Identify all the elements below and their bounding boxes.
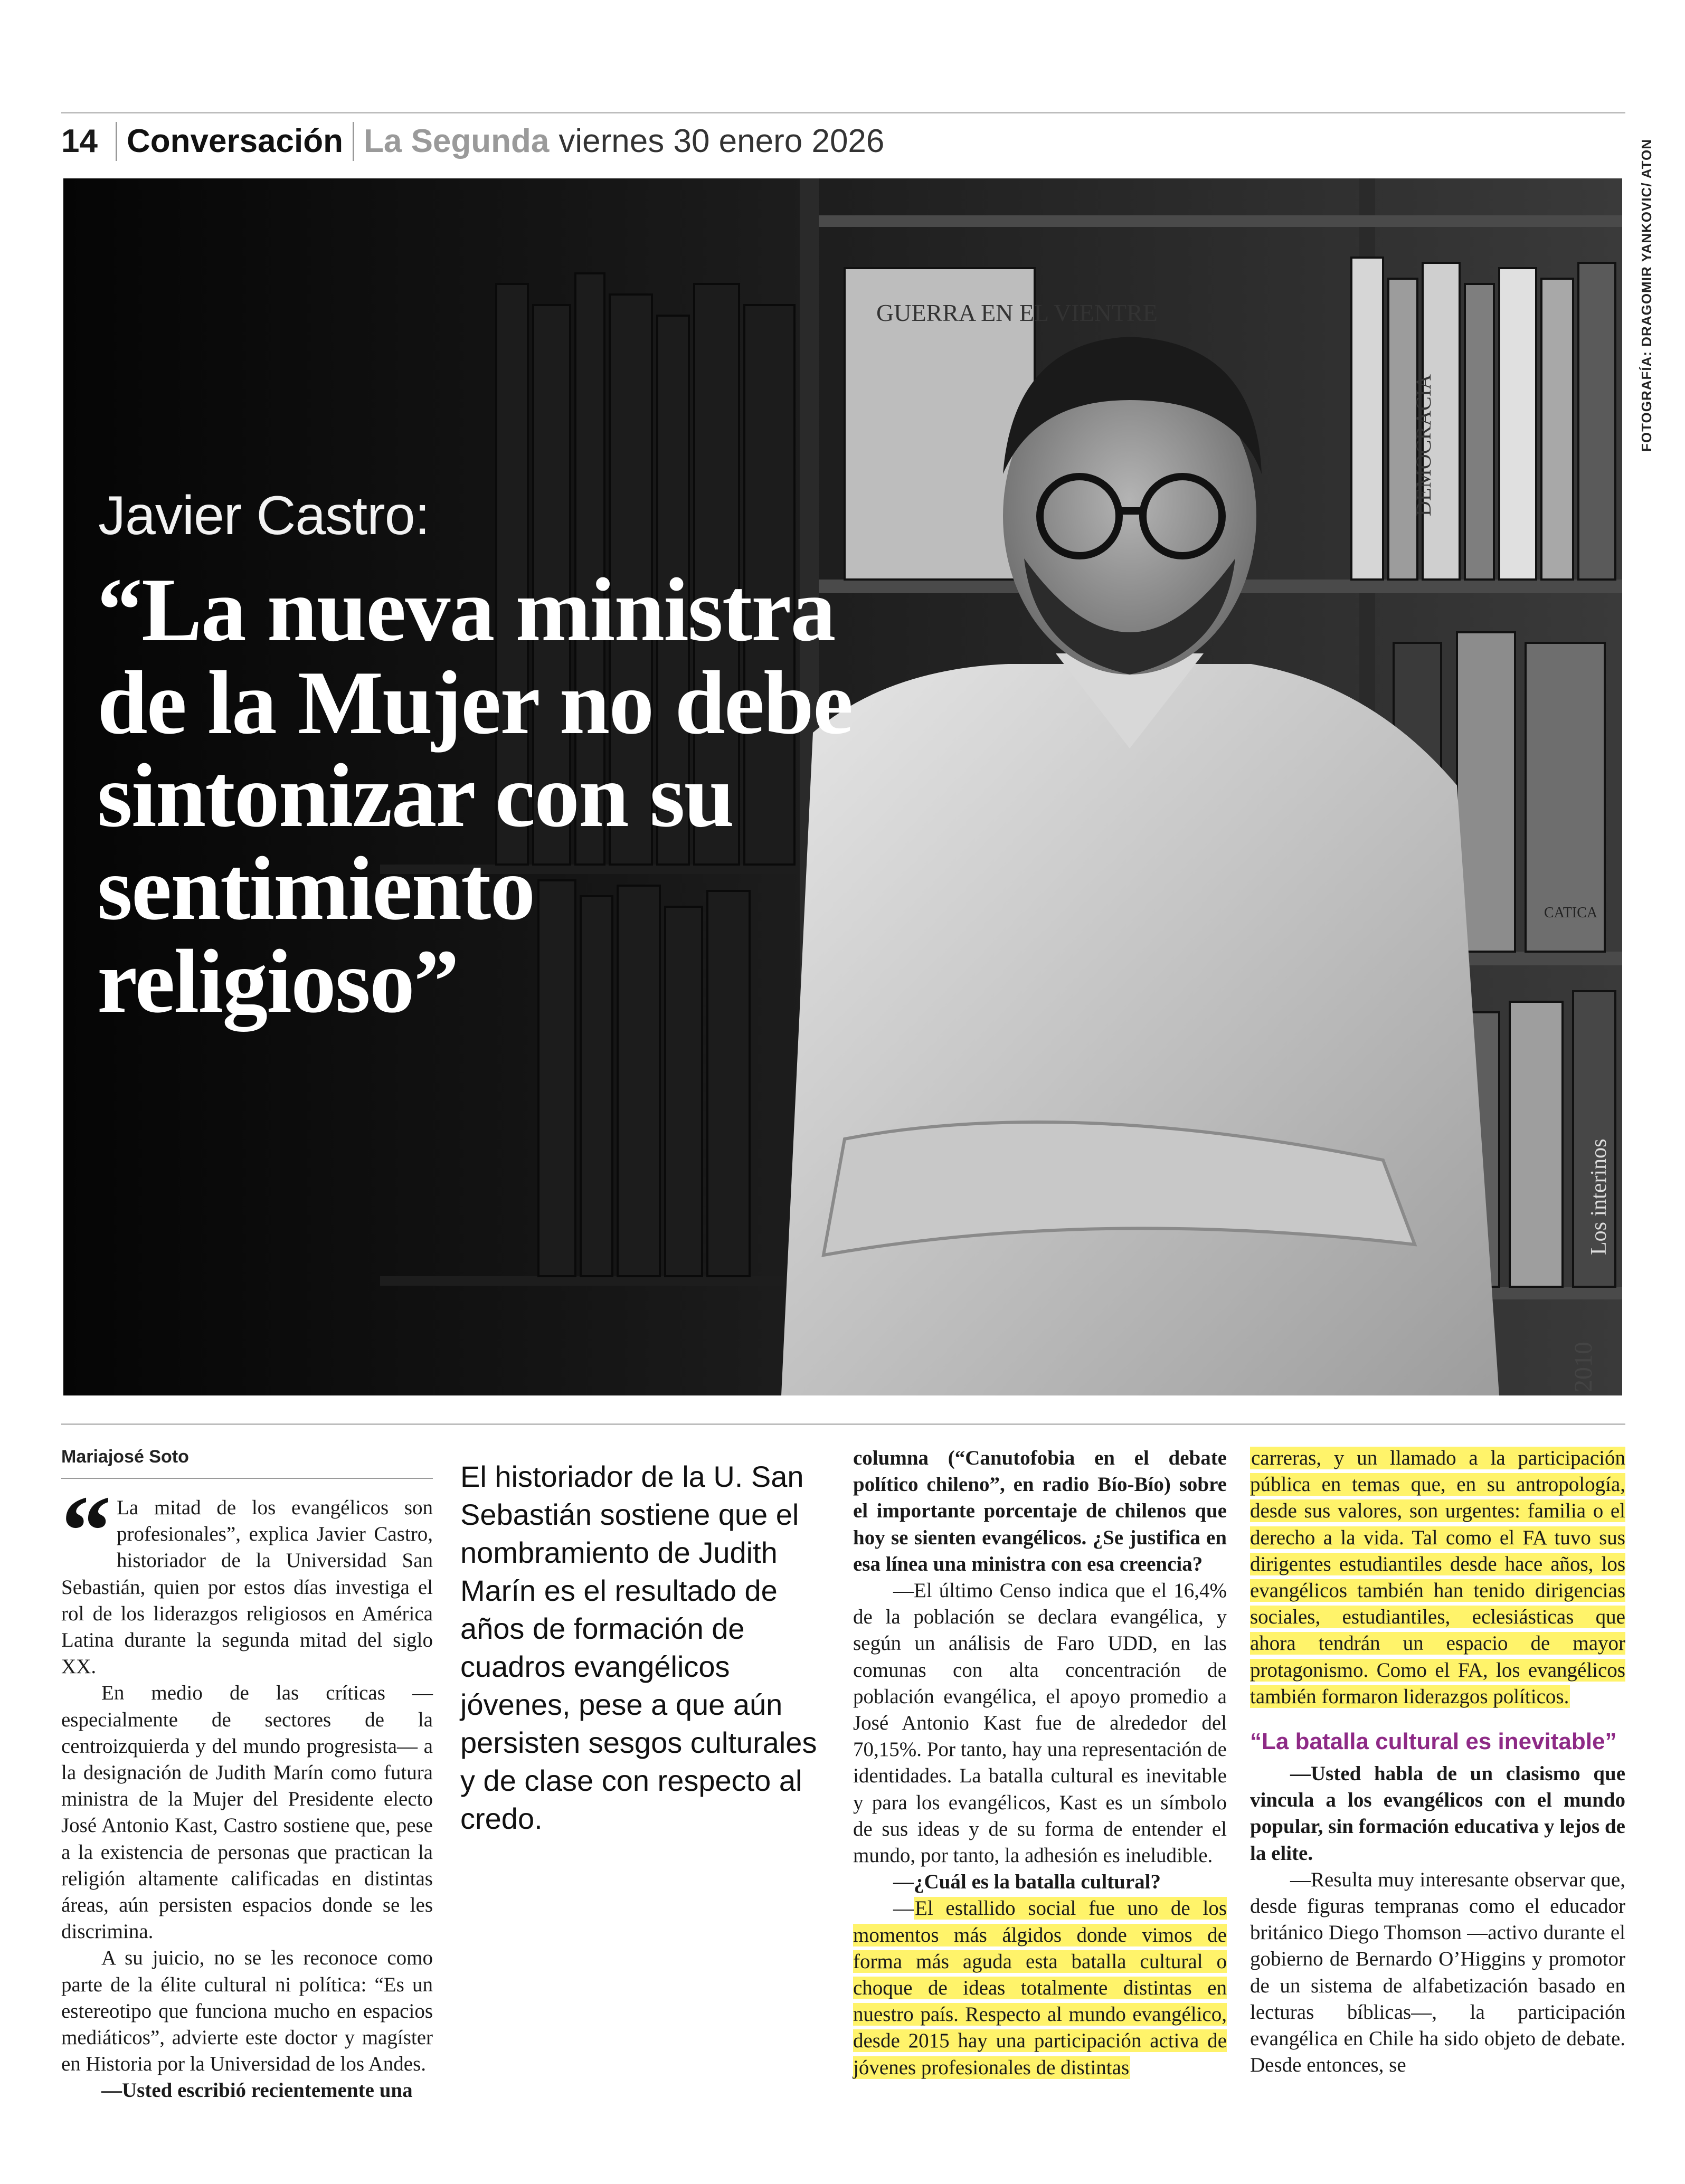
page-number: 14 (61, 123, 98, 159)
article-column-4 (1250, 1445, 1625, 2078)
header-divider (353, 122, 354, 161)
paragraph: En medio de las críticas —especialmente de sectores de la centroizquierda y del mundo progresista— a la designación de Judith Marín como futura ministra de la Mujer del Presidente electo José Antonio Kast, Castro sostiene que, pese a la existencia de personas que practican la religión altamente calificadas en distintas áreas, aún persisten espacios donde se les discrimina. (61, 1682, 433, 1943)
header-divider (116, 122, 117, 161)
lead-paragraph (61, 1476, 433, 1680)
answer: —Resulta muy interesante observar que, desde figuras tempranas como el educador británico Diego Thomson —activo durante el gobierno de Bernardo O’Higgins y promotor de un sistema de alfabetización basado en lecturas bíblicas—, la participación evangélica en Chile ha sido objeto de debate. Desde entonces, se (1250, 1868, 1625, 2077)
question: —Usted escribió recientemente una (101, 2079, 413, 2102)
question: —Usted habla de un clasismo que vincula a los evangélicos con el mundo popular, sin formación educativa y lejos de la elite. (1250, 1762, 1625, 1865)
headline: “La nueva ministra de la Mujer no debe sintonizar con su sentimiento religioso” (97, 560, 853, 1032)
drop-quote-mark: “ (61, 1476, 111, 1587)
answer-continued (1250, 1445, 1625, 1710)
highlighted-text: El estallido social fue uno de los momentos más álgidos donde vimos de forma más aguda esta batalla cultural o choque de ideas totalmente distintas en nuestro país. Respecto al mundo evangélico, desde 2015 hay una participación activa de jóvenes profesionales de distintas (853, 1897, 1227, 2079)
top-rule (61, 112, 1625, 113)
page-header (61, 117, 1625, 166)
highlighted-text: carreras, y un llamado a la participación pública en temas que, en su antropología, desde sus valores, son urgentes: familia o el derecho a la vida. Tal como el FA tuvo sus dirigentes estudiantiles desde hace años, los evangélicos también han tenido dirigencias sociales, estudiantiles, eclesiásticas que ahora tendrán un espacio de mayor protagonismo. Como el FA, los evangélicos también formaron liderazgos políticos. (1250, 1447, 1625, 1708)
book-title: GUERRA EN EL VIENTRE (876, 299, 1158, 326)
answer (853, 1895, 1227, 2081)
answer-dash: — (893, 1897, 914, 1920)
subheading: “La batalla cultural es inevitable” (1250, 1729, 1617, 1755)
issue-date: viernes 30 enero 2026 (558, 123, 885, 159)
book-title: CATICA (1544, 905, 1598, 921)
section-rule (61, 1423, 1625, 1425)
article-column-2 (460, 1458, 819, 1838)
lead-text: La mitad de los evangélicos son profesionales”, explica Javier Castro, historiador de la Universidad San Sebastián, quien por estos días investiga el rol de los liderazgos religiosos en América Latina durante la segunda mitad del siglo XX. (61, 1496, 433, 1678)
question: columna (“Canutofobia en el debate político chileno”, en radio Bío-Bío) sobre el importante porcentaje de chilenos que hoy se sienten evangélicos. ¿Se justifica en esa línea una ministra con esa creencia? (853, 1447, 1227, 1575)
book-title: 2010 (1569, 1342, 1597, 1392)
article-column-1 (61, 1446, 433, 2104)
question: —¿Cuál es la batalla cultural? (893, 1870, 1161, 1894)
newspaper-name: La Segunda (364, 123, 550, 159)
section-name: Conversación (126, 123, 343, 159)
photo-credit-text: FOTOGRAFÍA: DRAGOMIR YANKOVIC/ ATON (1639, 138, 1654, 452)
standfirst: El historiador de la U. San Sebastián sostiene que el nombramiento de Judith Marín es el resultado de años de formación de cuadros evangélicos jóvenes, pese a que aún persisten sesgos culturales y de clase con respecto al credo. (460, 1460, 817, 1835)
article-column-3 (853, 1445, 1227, 2081)
paragraph: A su juicio, no se les reconoce como parte de la élite cultural ni política: “Es un estereotipo que funciona mucho en espacios mediáticos”, advierte este doctor y magíster en Historia por la Universidad de los Andes. (61, 1946, 433, 2076)
headline-kicker: Javier Castro: (98, 485, 430, 546)
answer: —El último Censo indica que el 16,4% de la población se declara evangélica, y según un análisis de Faro UDD, en las comunas con alta concentración de población evangélica, el apoyo promedio a José Antonio Kast fue de alrededor del 70,15%. Por tanto, hay una representación de identidades. La batalla cultural es inevitable y para los evangélicos, Kast es un símbolo de sus ideas y de su forma de entender el mundo, por tanto, la adhesión es ineludible. (853, 1579, 1227, 1867)
photo-credit (1630, 138, 1662, 459)
byline: Mariajosé Soto (61, 1446, 433, 1479)
book-title: Los interinos (1587, 1138, 1611, 1255)
hero-photo (63, 178, 1622, 1395)
book-title: DEMOCRACIA (1412, 374, 1435, 516)
